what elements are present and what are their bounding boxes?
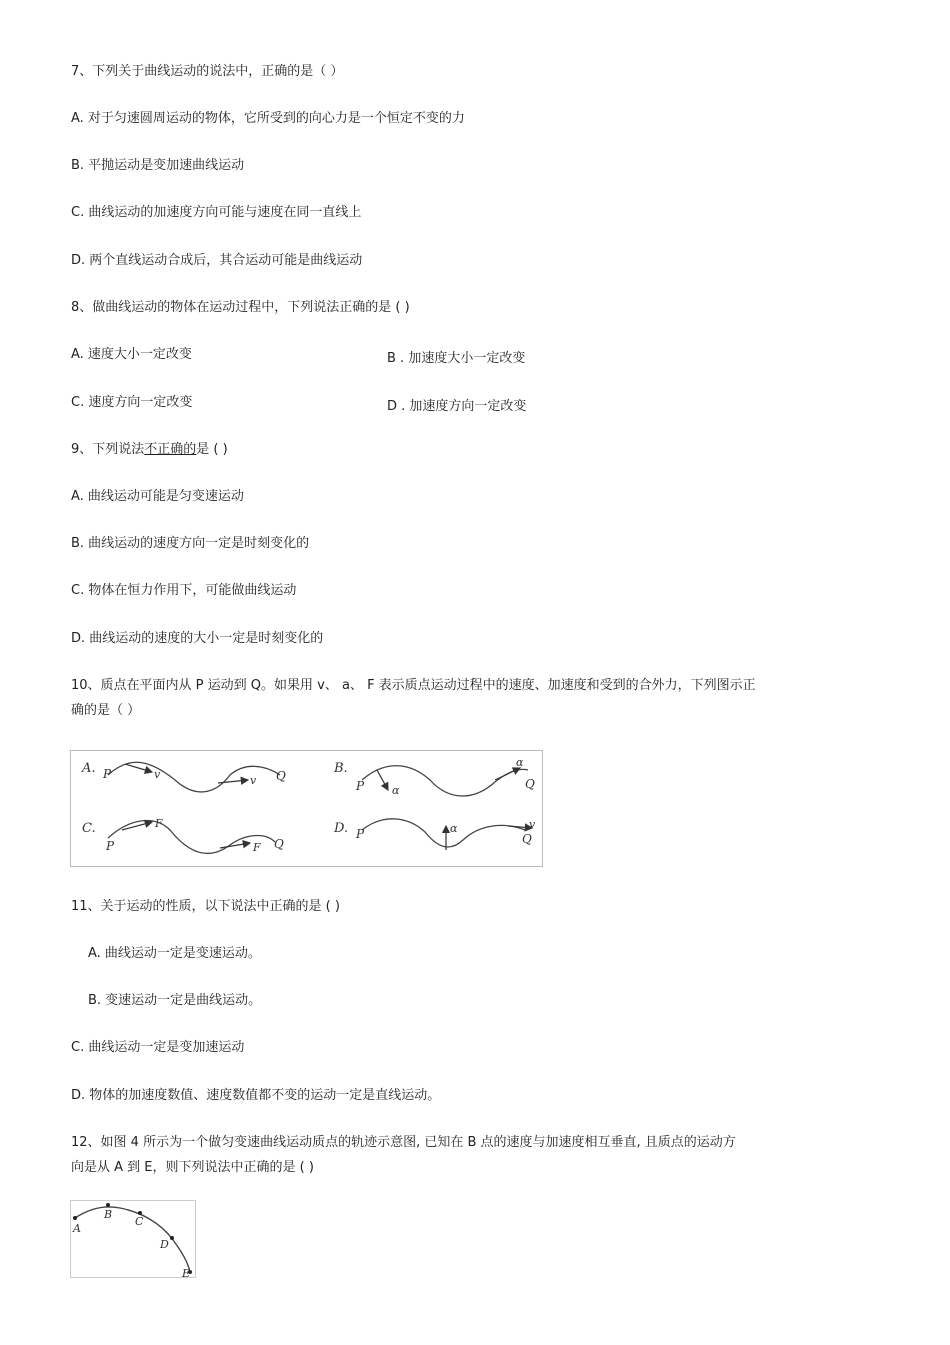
q9-stem-post: 是 ( ) (196, 442, 228, 457)
label-d: D (160, 1238, 169, 1251)
panel-a-label: A. (82, 761, 96, 776)
panel-c-label: C. (82, 821, 96, 836)
q9-stem-underlined: 不正确的 (144, 442, 197, 457)
q7-stem: 7、下列关于曲线运动的说法中，正确的是（ ） (71, 64, 344, 79)
q10-figure (70, 750, 543, 867)
q7-option-d: D. 两个直线运动合成后，其合运动可能是曲线运动 (71, 253, 363, 268)
q8-option-c: C. 速度方向一定改变 (71, 395, 193, 410)
q11-option-c: C. 曲线运动一定是变加速运动 (71, 1040, 245, 1055)
q8-option-b: B . 加速度大小一定改变 (387, 351, 526, 366)
label-a: A (73, 1222, 81, 1235)
panel-b-p: P (356, 779, 365, 793)
q8-option-a: A. 速度大小一定改变 (71, 347, 192, 362)
panel-c-p: P (106, 839, 115, 853)
point-d (170, 1236, 174, 1240)
q7-option-b: B. 平抛运动是变加速曲线运动 (71, 158, 245, 173)
q12-figure (70, 1200, 196, 1278)
panel-d-p: P (356, 827, 365, 841)
q11-stem: 11、关于运动的性质，以下说法中正确的是 ( ) (71, 899, 340, 914)
panel-c-q: Q (274, 837, 284, 851)
q12-stem-line2: 向是从 A 到 E，则下列说法中正确的是 ( ) (71, 1160, 314, 1175)
q12-stem-line1: 12、如图 4 所示为一个做匀变速曲线运动质点的轨迹示意图, 已知在 B 点的速度与加速度相互垂直, 且质点的运动方 (71, 1135, 736, 1150)
q10-stem-line1: 10、质点在平面内从 P 运动到 Q。如果用 v、 a、 F 表示质点运动过程中的速度、加速度和受到的合外力，下列图示正 (71, 678, 756, 693)
panel-a-v2: v (250, 774, 257, 787)
panel-c-f2: F (253, 841, 261, 854)
panel-a-q: Q (276, 769, 286, 783)
q9-option-c: C. 物体在恒力作用下，可能做曲线运动 (71, 583, 297, 598)
q9-stem (71, 442, 228, 458)
panel-b-a2: α (516, 756, 524, 769)
q11-option-d: D. 物体的加速度数值、速度数值都不变的运动一定是直线运动。 (71, 1088, 441, 1103)
panel-d-v: v (529, 818, 536, 831)
point-a (73, 1216, 77, 1220)
label-b: B (104, 1208, 113, 1221)
point-b (106, 1203, 110, 1207)
panel-b-a1: α (392, 784, 400, 797)
q9-option-a: A. 曲线运动可能是匀变速运动 (71, 489, 244, 504)
panel-a-p: P (103, 767, 112, 781)
q8-stem: 8、做曲线运动的物体在运动过程中，下列说法正确的是 ( ) (71, 300, 410, 315)
q8-option-d: D . 加速度方向一定改变 (387, 399, 527, 414)
panel-d-a: α (450, 822, 458, 835)
panel-d-q: Q (522, 832, 532, 846)
q7-option-a: A. 对于匀速圆周运动的物体，它所受到的向心力是一个恒定不变的力 (71, 111, 465, 126)
q11-option-a: A. 曲线运动一定是变速运动。 (88, 946, 261, 961)
q9-option-b: B. 曲线运动的速度方向一定是时刻变化的 (71, 536, 310, 551)
panel-d-label: D. (334, 821, 349, 836)
label-c: C (135, 1215, 144, 1228)
panel-b-label: B. (334, 761, 348, 776)
label-e: E (182, 1267, 191, 1278)
q11-option-b: B. 变速运动一定是曲线运动。 (88, 993, 262, 1008)
q10-stem-line2: 确的是（ ） (71, 703, 141, 718)
q7-option-c: C. 曲线运动的加速度方向可能与速度在同一直线上 (71, 205, 362, 220)
q9-option-d: D. 曲线运动的速度的大小一定是时刻变化的 (71, 631, 324, 646)
panel-b-q: Q (525, 777, 535, 791)
panel-c-f1: F (155, 817, 163, 830)
figure-frame (71, 751, 543, 867)
panel-a-v1: v (154, 768, 161, 781)
q9-stem-pre: 9、下列说法 (71, 442, 145, 457)
